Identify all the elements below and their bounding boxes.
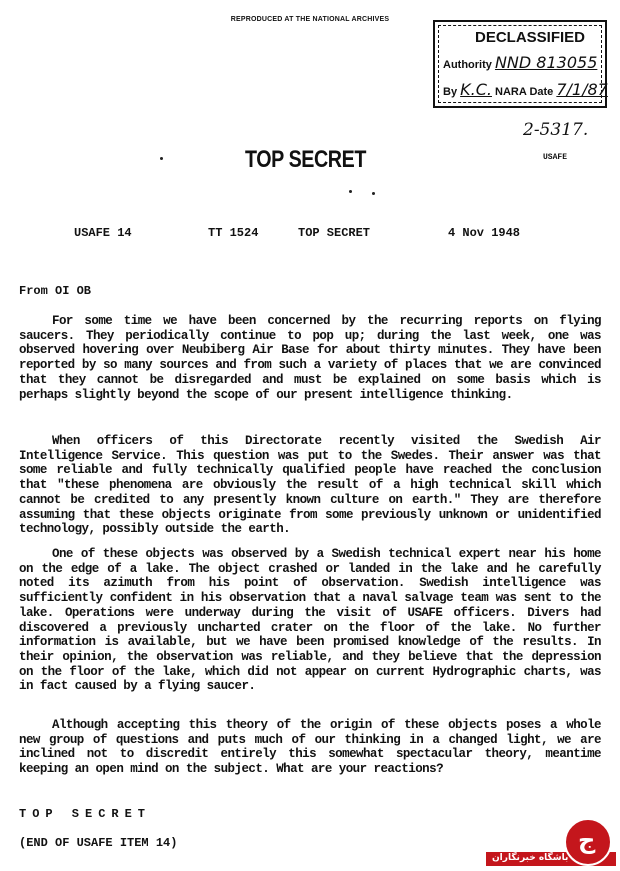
stamp-title: DECLASSIFIED xyxy=(475,29,586,46)
footer-end-marker: (END OF USAFE ITEM 14) xyxy=(19,836,178,850)
body-paragraph-3: One of these objects was observed by a Swedish technical expert near his home on the edge of a lake. The object crashed or landed in the lake and he carefully noted its azimuth from his point of observation. Swedish intelligence was sufficiently confident in his observation that a naval salvage team was sent to the lake. Operations were underway during the visit of USAFE officers. Divers had discovered a previously uncharted crater on the floor of the lake. No further information is available, but we have been promised knowledge of the results. In their opinion, the observation was reliable, and they believe that the depression on the floor of the lake, which did not appear on current Hydrographic charts, was in fact caused by a flying saucer. xyxy=(19,547,601,694)
stamp-authority-value: NND 813055 xyxy=(494,53,598,72)
archive-notice: REPRODUCED AT THE NATIONAL ARCHIVES xyxy=(230,16,390,23)
from-line: From OI OB xyxy=(19,284,92,298)
handwritten-number: 2-5317. xyxy=(523,120,589,140)
stamp-by-label: By xyxy=(443,86,458,98)
watermark-logo xyxy=(486,818,616,866)
stamp-date-value: 7/1/87 xyxy=(556,80,608,99)
header-ref: TT 1524 xyxy=(208,226,259,240)
scan-speck xyxy=(372,192,375,195)
body-paragraph-2: When officers of this Directorate recently visited the Swedish Air Intelligence Service. This question was put to the Swedes. Their answer was that some reliable and fully technically qualified people have reached the conclusion that "these phenomena are obviously the result of a high technical skill which cannot be credited to any presently known culture on earth." They are therefore assuming that these objects originate from some previously unknown or unidentified technology, possibly outside the earth. xyxy=(19,434,601,537)
header-date: 4 Nov 1948 xyxy=(448,226,521,240)
header-source: USAFE 14 xyxy=(74,226,132,240)
watermark-text: باشگاه خبرنگاران xyxy=(492,853,569,863)
scan-speck xyxy=(160,157,163,160)
broadcast-icon: ج xyxy=(578,826,596,854)
stamp-by-value: K.C. xyxy=(460,80,492,99)
stamp-authority-line xyxy=(443,53,597,72)
header-classification: TOP SECRET xyxy=(298,226,371,240)
declassified-stamp xyxy=(433,20,607,108)
body-paragraph-1: For some time we have been concerned by the recurring reports on flying saucers. They periodically continue to pop up; during the last week, one was observed hovering over Neubiberg Air Base for about thirty minutes. They have been reported by so many sources and from such a variety of places that we are convinced that they cannot be disregarded and must be explained on some basis which is perhaps slightly beyond the scope of our present intelligence thinking. xyxy=(19,314,601,402)
page-title: TOP SECRET xyxy=(245,146,366,173)
margin-note: USAFE xyxy=(543,153,568,162)
footer-classification: TOP SECRET xyxy=(19,807,152,821)
body-paragraph-4: Although accepting this theory of the origin of these objects poses a whole new group of questions and puts much of our thinking in a changed light, we are inclined not to discredit entirely this somewhat spectacular theory, meantime keeping an open mind on the subject. What are your reactions? xyxy=(19,718,601,777)
stamp-by-line xyxy=(443,80,608,99)
scan-speck xyxy=(349,190,352,193)
stamp-authority-label: Authority xyxy=(443,59,492,71)
stamp-nara-label: NARA Date xyxy=(495,86,554,98)
